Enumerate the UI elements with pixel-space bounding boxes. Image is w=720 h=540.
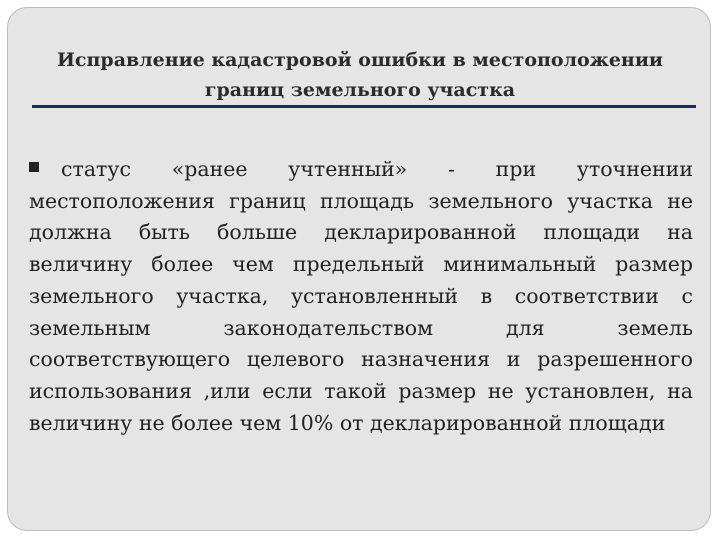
bullet-text: статус «ранее учтенный» - при уточнении местоположения границ площадь земельного участка не должна быть больше декларированной площади на величину более чем предельный минимальный размер земельного участка, установленный в соответствии с земельным законодательством для земель соответствующего целевого назначения и разрешенного использования ,или если такой размер не установлен, на величину не более чем 10% от декларированной площади bbox=[29, 157, 693, 435]
title-divider bbox=[32, 105, 696, 108]
bullet-paragraph bbox=[29, 154, 693, 439]
slide bbox=[7, 7, 711, 531]
square-bullet-icon bbox=[29, 162, 39, 172]
slide-title: Исправление кадастровой ошибки в местоположении границ земельного участка bbox=[56, 49, 664, 101]
